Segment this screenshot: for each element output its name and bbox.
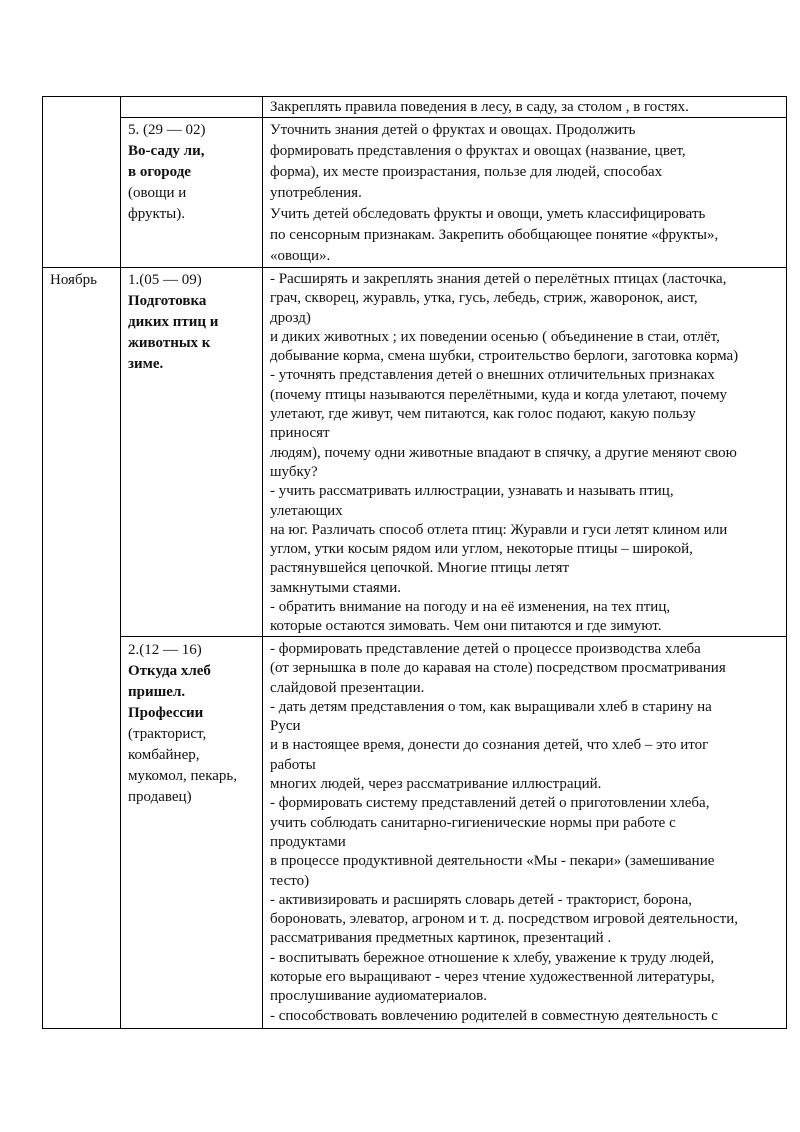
content-line: в процессе продуктивной деятельности «Мы - пекари» (замешивание (270, 853, 715, 870)
content-line: прослушивание аудиоматериалов. (270, 988, 487, 1005)
week-dates: 5. (29 — 02) (128, 122, 206, 138)
content-line: (от зернышка в поле до каравая на столе) посредством просматривания (270, 660, 726, 677)
content-line: слайдовой презентации. (270, 679, 425, 696)
row-divider (42, 267, 787, 268)
content-line: бороновать, элеватор, агроном и т. д. посредством игровой деятельности, (270, 911, 739, 928)
content-line: Закреплять правила поведения в лесу, в саду, за столом , в гостях. (270, 99, 689, 115)
row4-content (270, 640, 782, 1026)
content-line: Уточнить знания детей о фруктах и овощах. Продолжить (270, 122, 636, 138)
content-line: растянувшейся цепочкой. Многие птицы летят (270, 560, 570, 577)
row4-topic-cell (128, 640, 258, 808)
table-border-right (786, 96, 787, 1029)
month-cell (50, 270, 118, 291)
topic-line: диких птиц и (128, 314, 219, 330)
col-divider (120, 96, 121, 1029)
topic-line: Профессии (128, 705, 204, 721)
content-line: улетающих (270, 502, 343, 519)
content-line: приносят (270, 425, 330, 442)
content-line: - Расширять и закреплять знания детей о перелётных птицах (ласточка, (270, 271, 727, 287)
row1-content (270, 97, 782, 118)
content-line: формировать представления о фруктах и овощах (название, цвет, (270, 143, 686, 159)
content-line: Руси (270, 718, 301, 735)
content-line: - воспитывать бережное отношение к хлебу, уважение к труду людей, (270, 949, 715, 966)
topic-note-line: мукомол, пекарь, (128, 768, 238, 784)
content-line: работы (270, 756, 316, 773)
topic-line: пришел. (128, 684, 186, 700)
content-line: добывание корма, смена шубки, строительство берлоги, заготовка корма) (270, 348, 739, 365)
content-line: шубку? (270, 463, 318, 480)
content-line: форма), их месте произрастания, пользе для людей, способах (270, 164, 663, 180)
content-line: по сенсорным признакам. Закрепить обобщающее понятие «фрукты», (270, 227, 719, 243)
topic-line: зиме. (128, 356, 164, 372)
row3-topic-cell (128, 270, 258, 375)
content-line: которые остаются зимовать. Чем они питаются и где зимуют. (270, 618, 662, 635)
content-line: употребления. (270, 185, 362, 201)
row2-topic-cell (128, 120, 258, 225)
topic-note-line: комбайнер, (128, 747, 200, 763)
content-line: углом, утки косым рядом или углом, некоторые птицы – широкой, (270, 541, 693, 558)
row2-content (270, 120, 782, 267)
topic-line: в огороде (128, 164, 191, 180)
content-line: учить соблюдать санитарно-гигиенические нормы при работе с (270, 814, 676, 831)
content-line: грач, скворец, журавль, утка, гусь, лебедь, стриж, жаворонок, аист, (270, 290, 698, 307)
content-line: замкнутыми стаями. (270, 579, 402, 596)
content-line: на юг. Различать способ отлета птиц: Журавли и гуси летят клином или (270, 521, 728, 538)
content-line: которые его выращивают - через чтение художественной литературы, (270, 969, 715, 986)
topic-note-line: фрукты). (128, 206, 185, 222)
content-line: (почему птицы называются перелётными, куда и когда улетают, почему (270, 386, 728, 403)
topic-note-line: продавец) (128, 789, 192, 805)
content-line: тесто) (270, 872, 310, 889)
topic-line: Откуда хлеб (128, 663, 211, 679)
content-line: - способствовать вовлечению родителей в совместную деятельность с (270, 1007, 718, 1024)
content-line: рассматривания предметных картинок, презентаций . (270, 930, 612, 947)
topic-line: Во-саду ли, (128, 143, 205, 159)
content-line: людям), почему одни животные впадают в спячку, а другие меняют свою (270, 444, 737, 461)
content-line: - обратить внимание на погоду и на её изменения, на тех птиц, (270, 599, 671, 616)
content-line: - дать детям представления о том, как выращивали хлеб в старину на (270, 698, 712, 715)
col-divider (42, 96, 43, 1029)
week-dates: 1.(05 — 09) (128, 272, 202, 288)
content-line: дрозд) (270, 309, 311, 326)
content-line: - активизировать и расширять словарь детей - тракторист, борона, (270, 891, 692, 908)
content-line: улетают, где живут, чем питаются, как голос подают, какую пользу (270, 406, 696, 423)
table-border-bottom (42, 1028, 787, 1029)
row3-content (270, 270, 782, 637)
content-line: многих людей, через рассматривание иллюстраций. (270, 776, 602, 793)
topic-note-line: (тракторист, (128, 726, 207, 742)
content-line: - формировать систему представлений детей о приготовлении хлеба, (270, 795, 710, 812)
content-line: Учить детей обследовать фрукты и овощи, уметь классифицировать (270, 206, 706, 222)
col-divider (262, 96, 263, 1029)
content-line: и диких животных ; их поведении осенью ( объединение в стаи, отлёт, (270, 328, 720, 345)
topic-note-line: (овощи и (128, 185, 187, 201)
content-line: и в настоящее время, донести до сознания детей, что хлеб – это итог (270, 737, 709, 754)
content-line: - учить рассматривать иллюстрации, узнавать и называть птиц, (270, 483, 674, 500)
content-line: продуктами (270, 833, 346, 850)
month-label: Ноябрь (50, 272, 97, 288)
content-line: - формировать представление детей о процессе производства хлеба (270, 641, 701, 657)
week-dates: 2.(12 — 16) (128, 642, 202, 658)
topic-line: животных к (128, 335, 211, 351)
content-line: - уточнять представления детей о внешних отличительных признаках (270, 367, 715, 384)
content-line: «овощи». (270, 248, 331, 264)
topic-line: Подготовка (128, 293, 207, 309)
